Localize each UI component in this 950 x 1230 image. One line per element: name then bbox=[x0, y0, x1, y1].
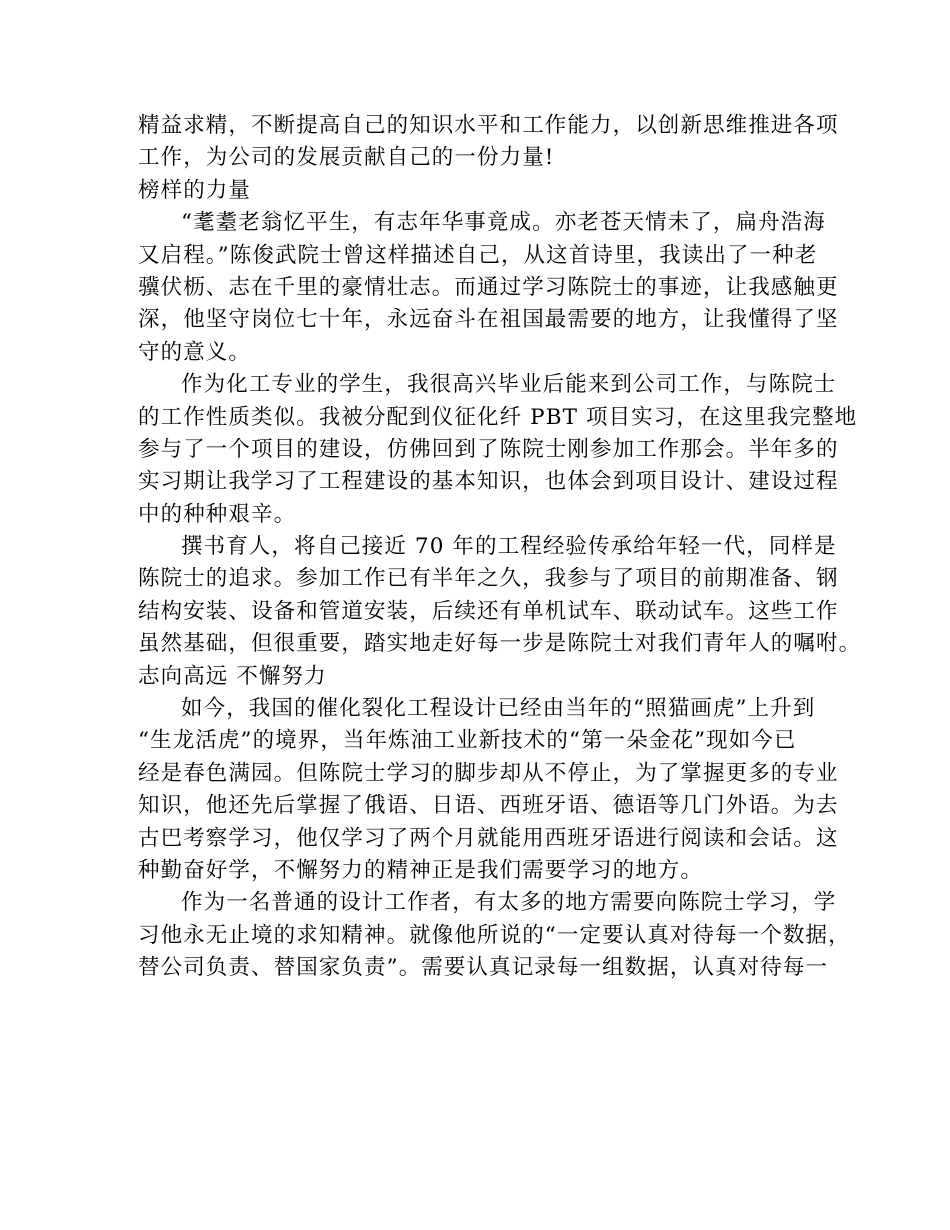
paragraph-line: 如今，我国的催化裂化工程设计已经由当年的“照猫画虎”上升到 bbox=[181, 696, 816, 722]
paragraph-line: 习他永无止境的求知精神。就像他所说的“一定要认真对待每一个数据， bbox=[138, 922, 851, 948]
paragraph-line: “生龙活虎”的境界，当年炼油工业新技术的“第一朵金花”现如今已 bbox=[138, 728, 797, 754]
paragraph-line: “耄耋老翁忆平生，有志年华事竟成。亦老苍天情未了，扁舟浩海 bbox=[181, 210, 826, 236]
section-heading: 榜样的力量 bbox=[138, 177, 252, 203]
paragraph-line: 结构安装、设备和管道安装，后续还有单机试车、联动试车。这些工作 bbox=[138, 598, 839, 624]
paragraph-line: 深，他坚守岗位七十年，永远奋斗在祖国最需要的地方，让我懂得了坚 bbox=[138, 307, 839, 333]
paragraph-line: 参与了一个项目的建设，仿佛回到了陈院士刚参加工作那会。半年多的 bbox=[138, 436, 839, 462]
paragraph-line: 虽然基础，但很重要，踏实地走好每一步是陈院士对我们青年人的嘱咐。 bbox=[138, 631, 862, 657]
paragraph-line: 经是春色满园。但陈院士学习的脚步却从不停止，为了掌握更多的专业 bbox=[138, 760, 839, 786]
section-heading: 志向高远 不懈努力 bbox=[138, 663, 327, 689]
paragraph-line: 陈院士的追求。参加工作已有半年之久，我参与了项目的前期准备、钢 bbox=[138, 566, 839, 592]
paragraph-line: 撰书育人，将自己接近 70 年的工程经验传承给年轻一代，同样是 bbox=[181, 534, 837, 560]
paragraph-line: 作为化工专业的学生，我很高兴毕业后能来到公司工作，与陈院士 bbox=[181, 372, 837, 398]
paragraph-line: 作为一名普通的设计工作者，有太多的地方需要向陈院士学习，学 bbox=[181, 890, 837, 916]
paragraph-line: 替公司负责、替国家负责”。需要认真记录每一组数据，认真对待每一 bbox=[138, 955, 829, 981]
paragraph-line: 又启程。”陈俊武院士曾这样描述自己，从这首诗里，我读出了一种老 bbox=[138, 242, 818, 268]
paragraph-line: 古巴考察学习，他仅学习了两个月就能用西班牙语进行阅读和会话。这 bbox=[138, 825, 839, 851]
paragraph-line: 精益求精，不断提高自己的知识水平和工作能力，以创新思维推进各项 bbox=[138, 113, 839, 138]
paragraph-line: 骥伏枥、志在千里的豪情壮志。而通过学习陈院士的事迹，让我感触更 bbox=[138, 274, 839, 300]
paragraph-line: 知识，他还先后掌握了俄语、日语、西班牙语、德语等几门外语。为去 bbox=[138, 793, 839, 819]
paragraph-line: 实习期让我学习了工程建设的基本知识，也体会到项目设计、建设过程 bbox=[138, 469, 839, 495]
document-body bbox=[138, 110, 862, 985]
paragraph-line: 工作，为公司的发展贡献自己的一份力量! bbox=[138, 145, 555, 171]
paragraph-line: 守的意义。 bbox=[138, 339, 252, 365]
paragraph-line: 的工作性质类似。我被分配到仪征化纤 PBT 项目实习，在这里我完整地 bbox=[138, 404, 858, 430]
paragraph-line: 中的种种艰辛。 bbox=[138, 501, 297, 527]
paragraph-line: 种勤奋好学，不懈努力的精神正是我们需要学习的地方。 bbox=[138, 857, 704, 883]
